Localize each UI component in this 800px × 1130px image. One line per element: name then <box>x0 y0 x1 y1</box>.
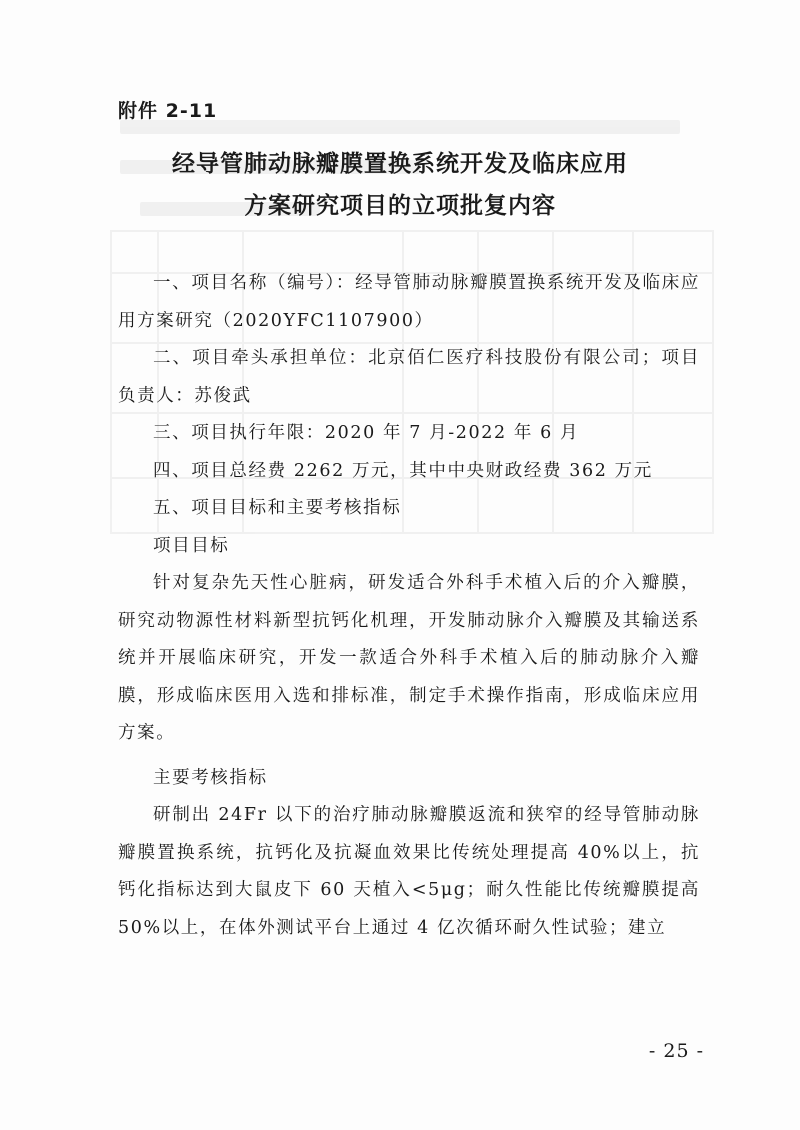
document-body <box>118 265 700 947</box>
item-project-name: 一、项目名称（编号）：经导管肺动脉瓣膜置换系统开发及临床应用方案研究（2020YFC1107900） <box>118 273 700 331</box>
item-duration: 三、项目执行年限：2020 年 7 月-2022 年 6 月 <box>153 423 580 443</box>
attachment-label: 附件 2-11 <box>118 100 218 122</box>
item-lead-unit: 二、项目牵头承担单位：北京佰仁医疗科技股份有限公司；项目负责人：苏俊武 <box>118 348 700 406</box>
goal-heading: 项目目标 <box>153 535 230 556</box>
item-goals-heading: 五、项目目标和主要考核指标 <box>153 498 402 518</box>
document-title-line-1: 经导管肺动脉瓣膜置换系统开发及临床应用 <box>172 151 628 177</box>
goal-paragraph: 针对复杂先天性心脏病，研发适合外科手术植入后的介入瓣膜，研究动物源性材料新型抗钙化机理，开发肺动脉介入瓣膜及其输送系统并开展临床研究，开发一款适合外科手术植入后的肺动脉介入瓣膜，形成临床医用入选和排标准，制定手术操作指南，形成临床应用方案。 <box>118 573 700 743</box>
page-number: - 25 - <box>648 1040 704 1062</box>
document-title-line-2: 方案研究项目的立项批复内容 <box>244 193 556 219</box>
item-funding: 四、项目总经费 2262 万元，其中中央财政经费 362 万元 <box>153 460 653 481</box>
metrics-paragraph: 研制出 24Fr 以下的治疗肺动脉瓣膜返流和狭窄的经导管肺动脉瓣膜置换系统，抗钙化及抗凝血效果比传统处理提高 40%以上，抗钙化指标达到大鼠皮下 60 天植入<5μg；耐久性能比传统瓣膜提高 50%以上，在体外测试平台上通过 4 亿次循环耐久性试验；建立 <box>118 805 700 938</box>
metrics-heading: 主要考核指标 <box>153 767 268 788</box>
